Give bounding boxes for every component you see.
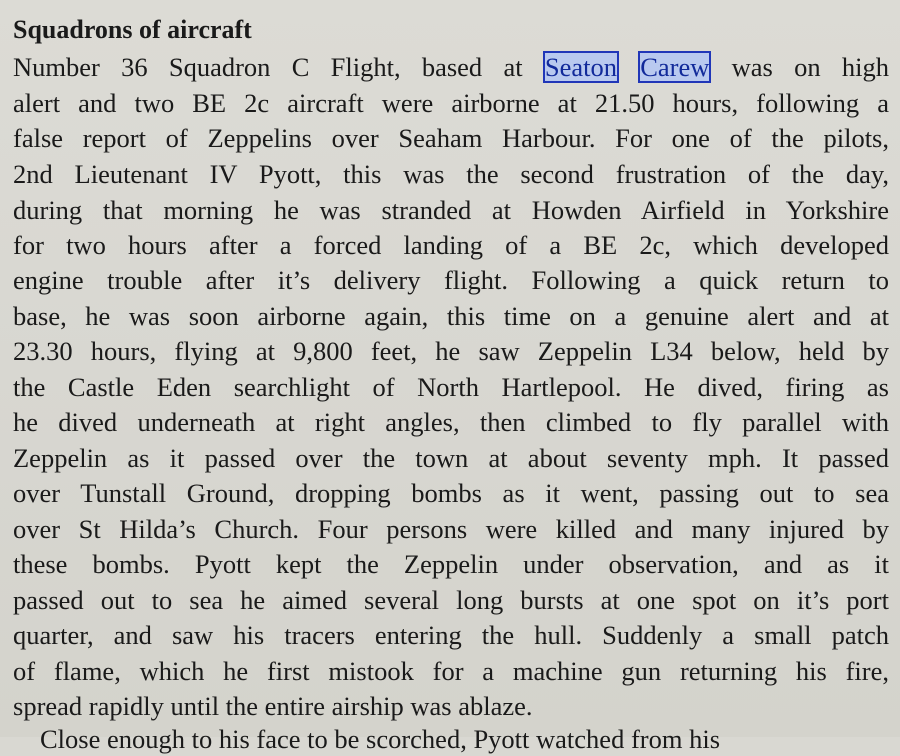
section-heading: Squadrons of aircraft	[13, 15, 252, 44]
body-line: these bombs. Pyott kept the Zeppelin under observation, and as it	[13, 549, 889, 579]
body-line: passed out to sea he aimed several long bursts at one spot on it’s port	[13, 585, 889, 615]
body-line	[13, 50, 889, 84]
body-line: the Castle Eden searchlight of North Hartlepool. He dived, firing as	[13, 372, 889, 402]
body-line: during that morning he was stranded at Howden Airfield in Yorkshire	[13, 195, 889, 225]
body-line: Zeppelin as it passed over the town at about seventy mph. It passed	[13, 443, 889, 473]
body-text: was on high	[710, 52, 889, 82]
body-line: quarter, and saw his tracers entering the hull. Suddenly a small patch	[13, 620, 889, 650]
body-line: he dived underneath at right angles, then climbed to fly parallel with	[13, 407, 889, 437]
body-line: 2nd Lieutenant IV Pyott, this was the second frustration of the day,	[13, 159, 889, 189]
body-line: false report of Zeppelins over Seaham Harbour. For one of the pilots,	[13, 123, 889, 153]
body-line: engine trouble after it’s delivery flight. Following a quick return to	[13, 265, 889, 295]
body-line: over Tunstall Ground, dropping bombs as it went, passing out to sea	[13, 478, 889, 508]
body-line: of flame, which he first mistook for a machine gun returning his fire,	[13, 656, 889, 686]
body-line: 23.30 hours, flying at 9,800 feet, he saw Zeppelin L34 below, held by	[13, 336, 889, 366]
body-line: spread rapidly until the entire airship was ablaze.	[13, 691, 533, 721]
body-line: over St Hilda’s Church. Four persons were killed and many injured by	[13, 514, 889, 544]
body-line: alert and two BE 2c aircraft were airborne at 21.50 hours, following a	[13, 88, 889, 118]
body-text: Number 36 Squadron C Flight, based at	[13, 52, 544, 82]
cut-off-line: Close enough to his face to be scorched, Pyott watched from his	[40, 724, 721, 754]
highlighted-word-seaton[interactable]: Seaton	[544, 52, 617, 82]
body-line: for two hours after a forced landing of a BE 2c, which developed	[13, 230, 889, 260]
body-line: base, he was soon airborne again, this time on a genuine alert and at	[13, 301, 889, 331]
highlighted-word-carew[interactable]: Carew	[640, 52, 710, 82]
